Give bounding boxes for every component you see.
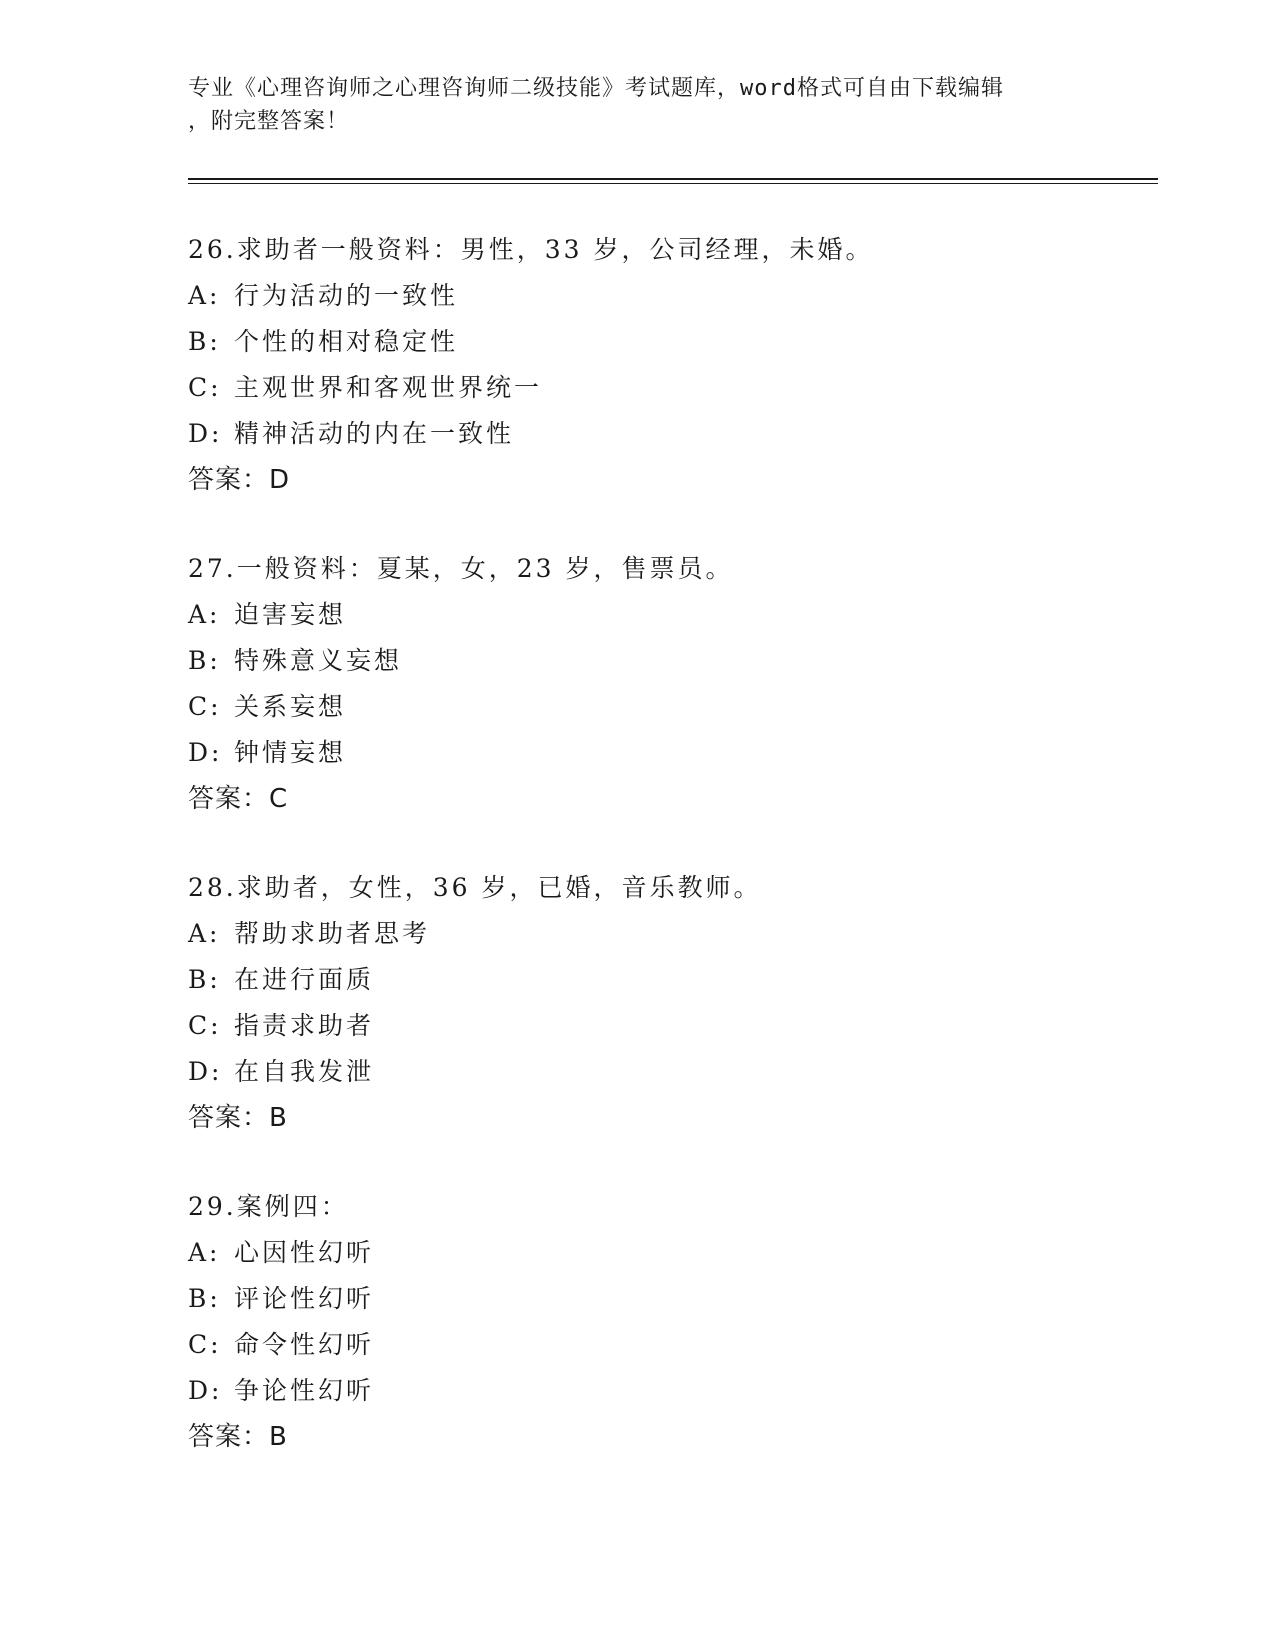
option-text: 争论性幻听 (234, 1376, 375, 1405)
option-c (188, 1003, 1148, 1049)
option-text: 命令性幻听 (234, 1330, 375, 1359)
document-header (188, 72, 1088, 138)
option-text: 特殊意义妄想 (234, 646, 403, 675)
option-letter: A: (188, 281, 221, 310)
question-stem: 27.一般资料：夏某，女，23 岁，售票员。 (188, 554, 734, 583)
option-letter: B: (188, 646, 221, 675)
header-divider-thin (188, 183, 1158, 184)
option-a (188, 911, 1148, 957)
option-b (188, 319, 1148, 365)
option-a (188, 592, 1148, 638)
option-text: 心因性幻听 (234, 1238, 375, 1267)
option-letter: B: (188, 965, 221, 994)
option-text: 帮助求助者思考 (234, 919, 431, 948)
option-d (188, 730, 1148, 776)
option-a (188, 1230, 1148, 1276)
option-letter: C: (188, 692, 222, 721)
option-a (188, 273, 1148, 319)
option-letter: D: (188, 1057, 223, 1086)
header-text-word: word (740, 76, 797, 101)
option-text: 行为活动的一致性 (234, 281, 459, 310)
question-29 (188, 1184, 1148, 1460)
option-letter: B: (188, 1284, 221, 1313)
question-stem: 28.求助者，女性，36 岁，已婚，音乐教师。 (188, 873, 762, 902)
option-text: 关系妄想 (234, 692, 347, 721)
header-text-a: 专业《心理咨询师之心理咨询师二级技能》考试题库， (188, 76, 741, 101)
option-letter: C: (188, 1330, 222, 1359)
answer-line: 答案：B (188, 1103, 288, 1133)
option-c (188, 1322, 1148, 1368)
option-d (188, 1049, 1148, 1095)
option-d (188, 1368, 1148, 1414)
option-letter: B: (188, 327, 221, 356)
option-text: 迫害妄想 (234, 600, 347, 629)
option-letter: C: (188, 373, 222, 402)
question-26 (188, 227, 1148, 503)
question-stem: 26.求助者一般资料：男性，33 岁，公司经理，未婚。 (188, 235, 874, 264)
header-text-b: 格式可自由下载编辑 (797, 76, 1005, 101)
option-letter: A: (188, 600, 221, 629)
question-27 (188, 546, 1148, 822)
option-text: 评论性幻听 (234, 1284, 375, 1313)
option-d (188, 411, 1148, 457)
question-28 (188, 865, 1148, 1141)
option-c (188, 684, 1148, 730)
option-c (188, 365, 1148, 411)
question-stem: 29.案例四： (188, 1192, 349, 1221)
option-text: 主观世界和客观世界统一 (234, 373, 543, 402)
option-letter: D: (188, 738, 223, 767)
header-line-2: ，附完整答案！ (188, 109, 350, 134)
option-b (188, 1276, 1148, 1322)
option-letter: D: (188, 1376, 223, 1405)
answer-line: 答案：D (188, 465, 291, 495)
answer-line: 答案：C (188, 784, 289, 814)
option-text: 钟情妄想 (234, 738, 347, 767)
option-b (188, 638, 1148, 684)
option-text: 精神活动的内在一致性 (234, 419, 515, 448)
header-divider-thick (188, 178, 1158, 180)
option-text: 在自我发泄 (234, 1057, 375, 1086)
option-text: 个性的相对稳定性 (234, 327, 459, 356)
answer-line: 答案：B (188, 1422, 288, 1452)
option-text: 指责求助者 (234, 1011, 375, 1040)
header-line-1 (188, 72, 1088, 105)
option-text: 在进行面质 (234, 965, 375, 994)
option-b (188, 957, 1148, 1003)
option-letter: C: (188, 1011, 222, 1040)
option-letter: A: (188, 919, 221, 948)
option-letter: D: (188, 419, 223, 448)
option-letter: A: (188, 1238, 221, 1267)
